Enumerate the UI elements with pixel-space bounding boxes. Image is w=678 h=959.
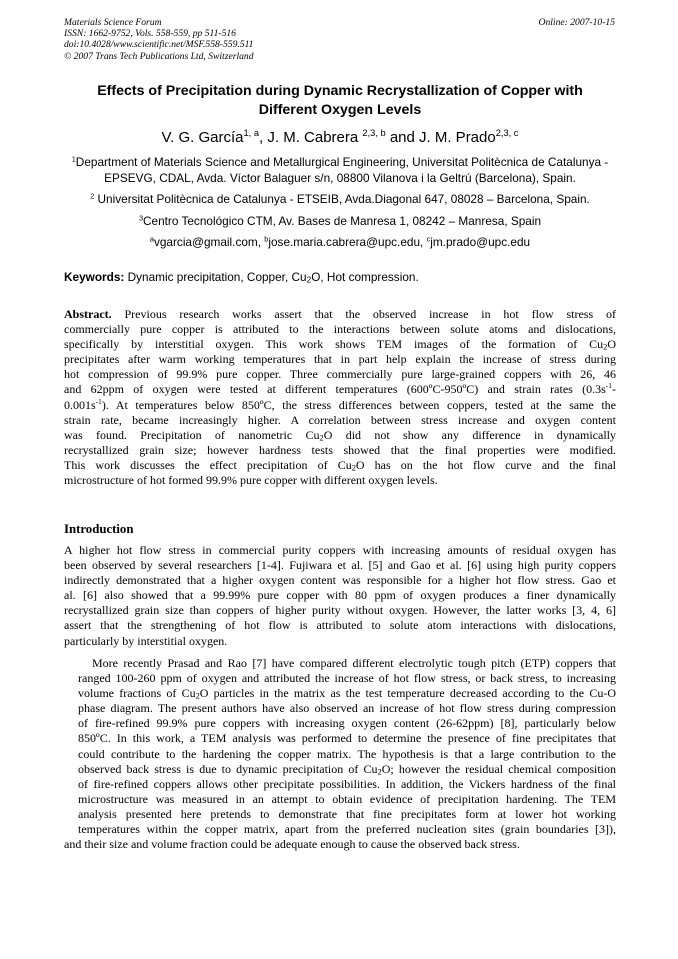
author-cabrera: , J. M. Cabrera xyxy=(259,129,363,146)
intro-paragraph-1: A higher hot flow stress in commercial purity coppers with increasing amounts of residual oxygen has been observed by several researchers [1-4]. Fujiwara et al. [5] and Gao et al. [6] using high purity coppers indirectly demonstrated that a higher oxygen content was responsible for a higher hot flow stress. Gao et al. [6] also showed that a 99.99% pure copper with 80 ppm of oxygen produces a finer dynamically recrystallized grain size than coppers of higher purity without oxygen. However, the latter works [3, 4, 6] assert that the strengthening of hot flow is attributed to solute atom interactions with dislocations, particularly by interstitial oxygen. xyxy=(64,543,616,648)
author-emails: $^a$vgarcia@gmail.com, $^b$jose.maria.cabrera@upc.edu, $^c$jm.prado@upc.edu xyxy=(149,234,531,249)
affiliation-3: $^3$Centro Tecnológico CTM, Av. Bases de Manresa 1, 08242 – Manresa, Spain xyxy=(138,213,542,228)
abstract-label: Abstract. xyxy=(64,307,112,321)
abstract: Abstract. Previous research works assert that the observed increase in hot flow stress of commercially pure copper is attributed to the interactions between solute atoms and dislocations, specifically by interstitial oxygen. This work shows TEM images of the formation of $Cu_2O$ precipitates after warm working temperatures that in part help explain the increase of stress during hot compression of 99.9% pure copper. Three commercially pure large-grained coppers with 26, 46 and 62ppm of oxygen were tested at different temperatures (600ºC-950ºC) and strain rates ($0.3s^{-1}-$ $0.001s^{-1}$). At temperatures below 850ºC, the stress differences between coppers, tested at the same the strain rate, became increasingly higher. A correlation between stress increase and oxygen content was found. Precipitation of nanometric $Cu_2O$ did not show any difference in dynamically recrystallized grain size; however hardness tests showed that the final properties were modified. This work discusses the effect precipitation of $Cu_2O$ has on the hot flow curve and the final microstructure of hot formed 99.9% pure copper with different oxygen levels. xyxy=(64,307,617,488)
introduction-heading: Introduction xyxy=(64,522,134,536)
running-header xyxy=(64,17,616,62)
email-cabrera[interactable]: jose.maria.cabrera@upc.edu, xyxy=(268,235,427,249)
intro-paragraph-2: More recently Prasad and Rao [7] have compared different electrolytic tough pitch (ETP) coppers that ranged 100-260 ppm of oxygen and attributed the increase of hot flow stress, or back stress, to increasing volume fractions of $Cu_2O$ particles in the matrix as the test temperature decreased according to the Cu-O phase diagram. The present authors have also observed an increase of hot flow stress during compression of fire-refined 99.9% pure coppers with increasing oxygen content (26-62ppm) [8], particularly below 850ºC. In this work, a TEM analysis was performed to determine the presence of fine precipitates that could contribute to the hardening the copper matrix. The hypothesis is that a large contribution to the observed back stress is due to dynamic precipitation of $Cu_2O$; however the residual chemical composition of fire-refined coppers allows other precipitate possibilities. In addition, the Vickers hardness of the final microstructure was measured in an attempt to obtain evidence of precipitation hardening. The TEM analysis presented here pretends to demonstrate that fine precipitates form at lower hot working temperatures within the copper matrix, apart from the preferred nucleation sites (grain boundaries [3]), and their size and volume fraction could be adequate enough to cause the observed back stress. xyxy=(64,656,617,852)
author-garcia: V. G. García xyxy=(161,129,244,146)
copyright: © 2007 Trans Tech Publications Ltd, Switzerland xyxy=(64,50,254,62)
title-line-1: Effects of Precipitation during Dynamic Recrystallization of Copper with xyxy=(97,83,583,99)
keywords: Keywords: Dynamic precipitation, Copper, $Cu_2O$, Hot compression. xyxy=(64,270,419,285)
keywords-label: Keywords: xyxy=(64,270,125,284)
author-list: V. G. García$^{1, a}$, J. M. Cabrera $^{2,3, b}$ and J. M. Prado$^{2,3, c}$ xyxy=(161,127,519,146)
email-garcia[interactable]: vgarcia@gmail.com, xyxy=(153,235,265,249)
affiliation-1: $^1$Department of Materials Science and Metallurgical Engineering, Universitat Politècnica de Catalunya - EPSEVG, CDAL, Avda. Víctor Balaguer s/n, 08800 Vilanova i la Geltrú (Barcelona), Spain. xyxy=(71,154,609,185)
paper-title xyxy=(64,82,616,120)
online-date: Online: 2007-10-15 xyxy=(538,17,615,28)
journal-name: Materials Science Forum xyxy=(64,17,162,28)
email-prado[interactable]: jm.prado@upc.edu xyxy=(430,235,531,249)
title-line-2: Different Oxygen Levels xyxy=(258,102,422,118)
issn: ISSN: 1662-9752, Vols. 558-559, pp 511-516 xyxy=(64,28,236,40)
affiliation-2: $^2$ Universitat Politècnica de Catalunya - ETSEIB, Avda.Diagonal 647, 08028 – Barcelona, Spain. xyxy=(90,191,590,206)
doi: doi:10.4028/www.scientific.net/MSF.558-559.511 xyxy=(64,39,254,51)
author-prado: and J. M. Prado xyxy=(385,129,496,146)
